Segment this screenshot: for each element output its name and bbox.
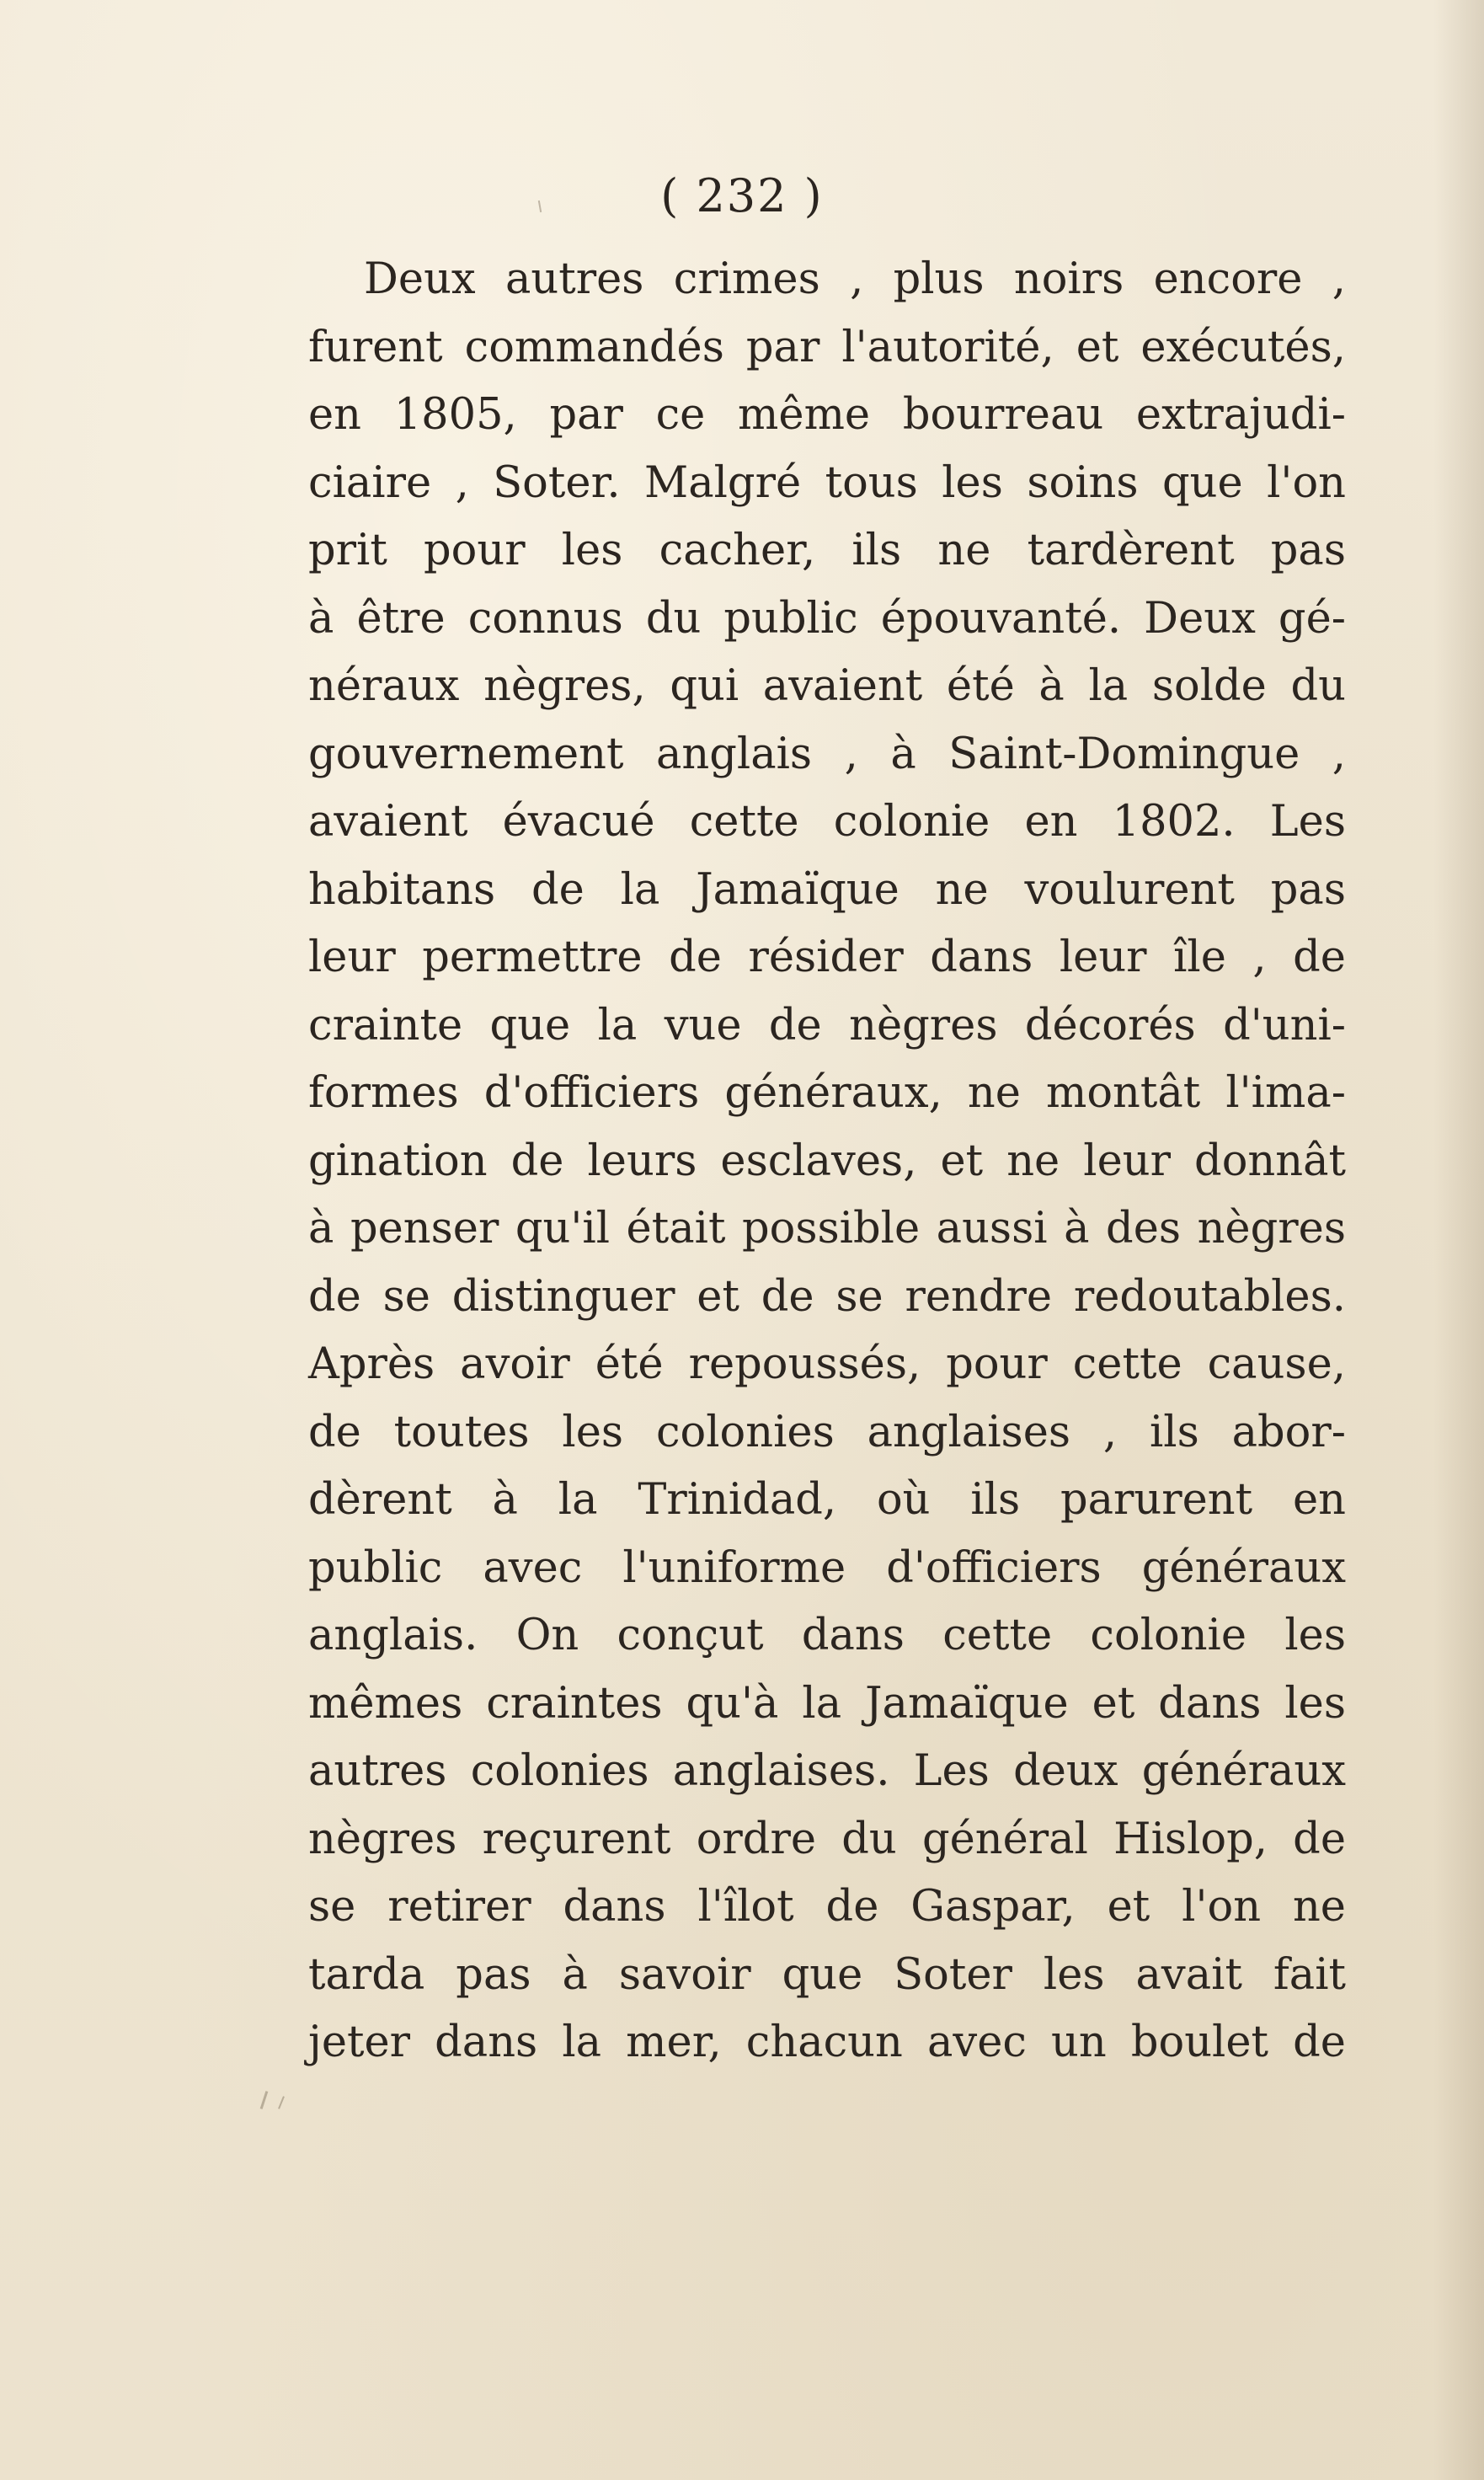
text-line: gination de leurs esclaves, et ne leur donnât xyxy=(308,1136,1346,1186)
text-line: à penser qu'il était possible aussi à des nègres xyxy=(308,1204,1346,1253)
text-line: en 1805, par ce même bourreau extrajudi- xyxy=(308,390,1346,440)
body-text xyxy=(308,246,1346,2077)
text-line: se retirer dans l'îlot de Gaspar, et l'on ne xyxy=(308,1882,1346,1932)
text-line: nègres reçurent ordre du général Hislop, de xyxy=(308,1814,1346,1864)
text-line: à être connus du public épouvanté. Deux gé- xyxy=(308,593,1346,644)
text-line: Deux autres crimes , plus noirs encore , xyxy=(364,254,1346,304)
paper-speck xyxy=(278,2096,285,2109)
text-line: furent commandés par l'autorité, et exécutés, xyxy=(308,322,1346,372)
page-edge-shadow xyxy=(1433,0,1484,2480)
text-line: de toutes les colonies anglaises , ils abor- xyxy=(308,1407,1346,1457)
text-line: anglais. On conçut dans cette colonie les xyxy=(308,1611,1346,1660)
text-line: néraux nègres, qui avaient été à la solde du xyxy=(308,661,1346,711)
text-line: autres colonies anglaises. Les deux généraux xyxy=(308,1746,1346,1796)
page-number: ( 232 ) xyxy=(660,169,824,222)
text-line: habitans de la Jamaïque ne voulurent pas xyxy=(308,864,1346,915)
text-line: mêmes craintes qu'à la Jamaïque et dans les xyxy=(308,1678,1346,1729)
text-line: dèrent à la Trinidad, où ils parurent en xyxy=(308,1475,1346,1525)
text-line: gouvernement anglais , à Saint-Domingue , xyxy=(308,729,1346,779)
text-line: jeter dans la mer, chacun avec un boulet de xyxy=(308,2018,1346,2067)
text-line: prit pour les cacher, ils ne tardèrent pas xyxy=(308,526,1346,575)
paper-speck xyxy=(260,2091,269,2109)
text-line: formes d'officiers généraux, ne montât l'ima- xyxy=(308,1068,1346,1118)
text-line: leur permettre de résider dans leur île , de xyxy=(308,933,1346,982)
text-line: de se distinguer et de se rendre redoutables. xyxy=(308,1271,1346,1322)
text-line: Après avoir été repoussés, pour cette cause, xyxy=(308,1339,1346,1389)
text-line: avaient évacué cette colonie en 1802. Les xyxy=(308,797,1346,847)
text-line: tarda pas à savoir que Soter les avait fait xyxy=(308,1949,1346,2000)
text-line: public avec l'uniforme d'officiers généraux xyxy=(308,1542,1346,1593)
text-line: crainte que la vue de nègres décorés d'uni- xyxy=(308,1000,1346,1050)
text-line: ciaire , Soter. Malgré tous les soins que l'on xyxy=(308,457,1346,508)
